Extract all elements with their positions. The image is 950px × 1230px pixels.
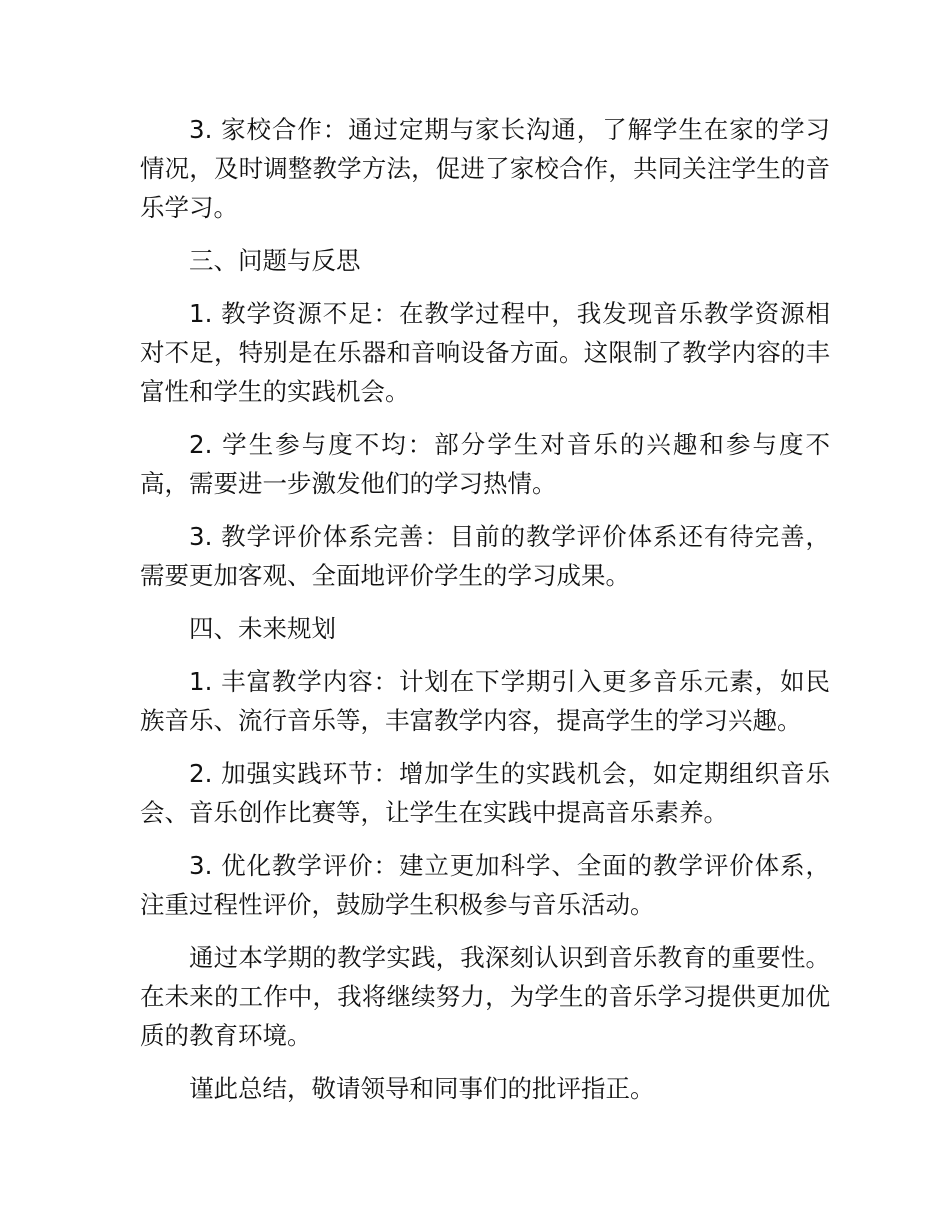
paragraph-insufficient-resources: 1. 教学资源不足：在教学过程中，我发现音乐教学资源相对不足，特别是在乐器和音响设备方面。这限制了教学内容的丰富性和学生的实践机会。 [140, 299, 830, 406]
paragraph-uneven-participation: 2. 学生参与度不均：部分学生对音乐的兴趣和参与度不高，需要进一步激发他们的学习热情。 [140, 430, 830, 498]
paragraph-evaluation-system: 3. 教学评价体系完善：目前的教学评价体系还有待完善，需要更加客观、全面地评价学生的学习成果。 [140, 522, 830, 590]
document-body [140, 110, 830, 1122]
section-heading-problems-reflection: 三、问题与反思 [189, 246, 361, 275]
paragraph-strengthen-practice: 2. 加强实践环节：增加学生的实践机会，如定期组织音乐会、音乐创作比赛等，让学生在实践中提高音乐素养。 [140, 759, 830, 827]
paragraph-conclusion: 通过本学期的教学实践，我深刻认识到音乐教育的重要性。在未来的工作中，我将继续努力，为学生的音乐学习提供更加优质的教育环境。 [140, 943, 830, 1050]
paragraph-optimize-evaluation: 3. 优化教学评价：建立更加科学、全面的教学评价体系，注重过程性评价，鼓励学生积极参与音乐活动。 [140, 851, 830, 919]
paragraph-closing-remark: 谨此总结，敬请领导和同事们的批评指正。 [189, 1074, 655, 1103]
paragraph-home-school-cooperation: 3. 家校合作：通过定期与家长沟通，了解学生在家的学习情况，及时调整教学方法，促进了家校合作，共同关注学生的音乐学习。 [140, 115, 830, 222]
paragraph-enrich-content: 1. 丰富教学内容：计划在下学期引入更多音乐元素，如民族音乐、流行音乐等，丰富教学内容，提高学生的学习兴趣。 [140, 667, 830, 735]
section-heading-future-plan: 四、未来规划 [189, 614, 336, 643]
